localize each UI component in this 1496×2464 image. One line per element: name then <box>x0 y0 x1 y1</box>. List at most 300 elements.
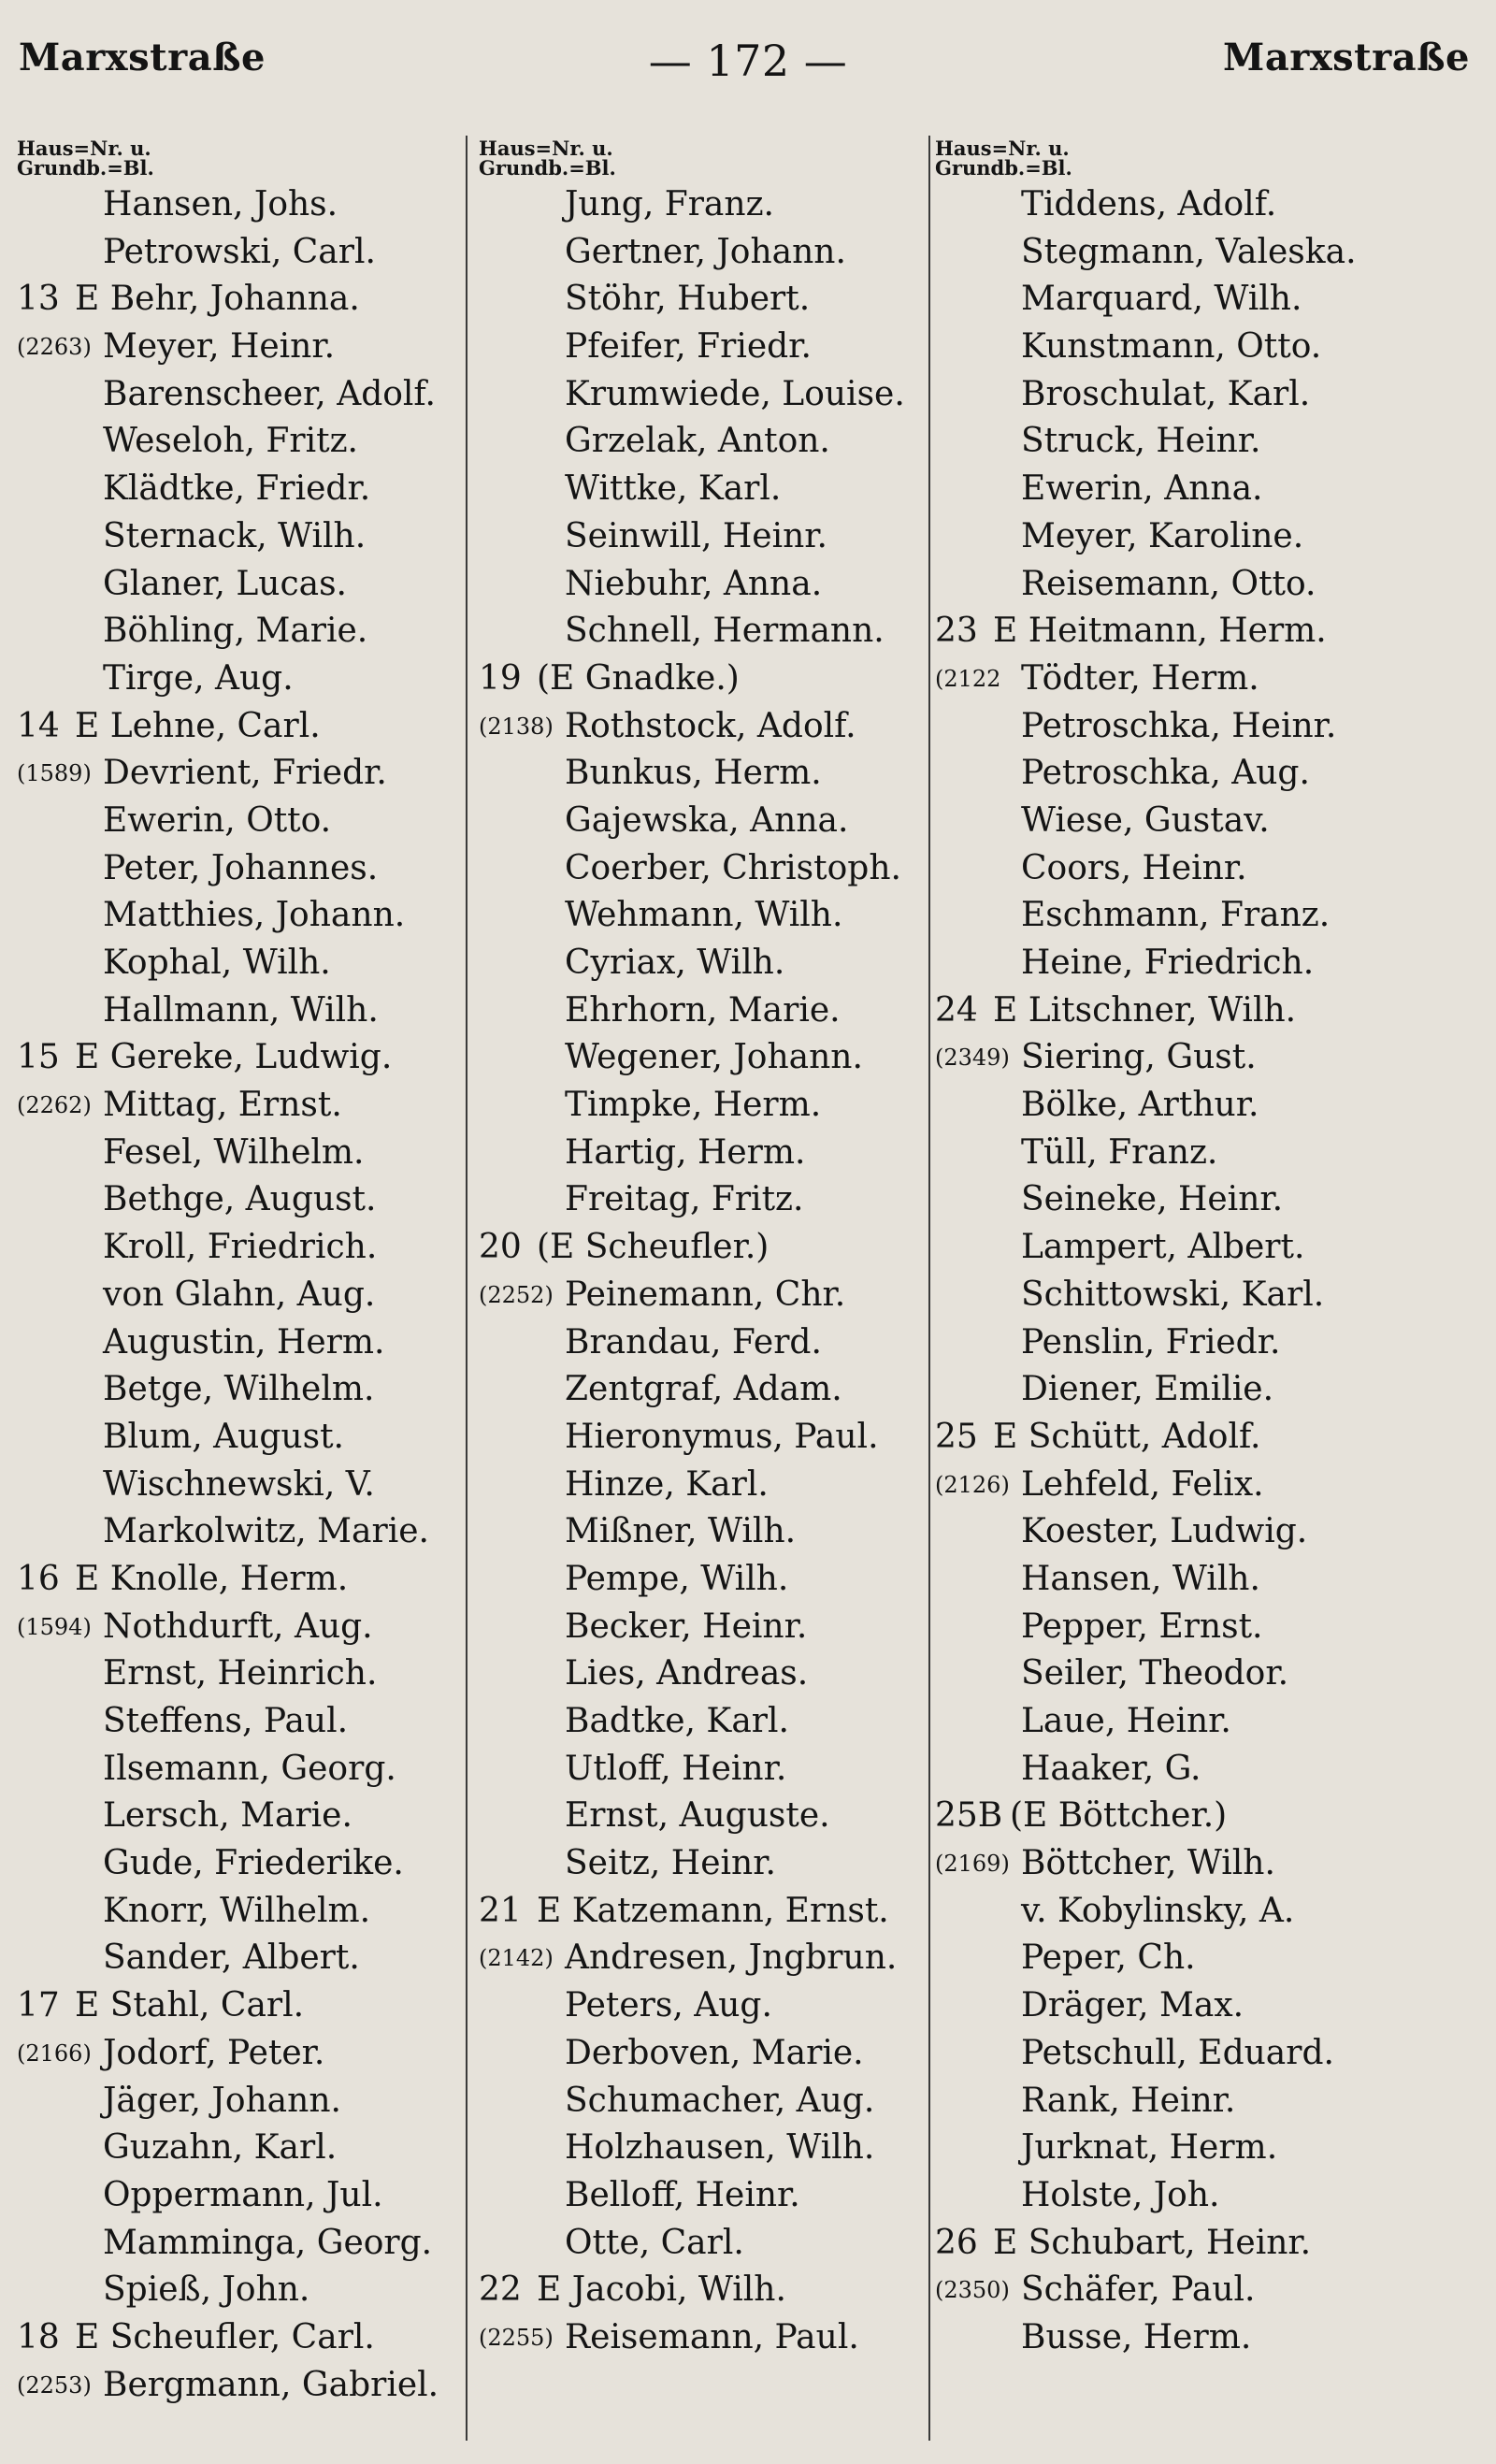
resident-name: Matthies, Johann. <box>103 896 406 935</box>
column-divider <box>928 136 930 2441</box>
resident-name: Kophal, Wilh. <box>103 944 331 982</box>
directory-entry <box>17 845 473 893</box>
resident-name: Ehrhorn, Marie. <box>565 990 841 1030</box>
resident-name: Busse, Herm. <box>1021 2317 1252 2356</box>
directory-entry <box>17 1130 473 1177</box>
resident-name: Andresen, Jngbrun. <box>565 1938 898 1978</box>
resident-name: Holzhausen, Wilh. <box>565 2128 875 2168</box>
resident-name: Struck, Heinr. <box>1021 422 1261 461</box>
house-number: 20 <box>479 1228 522 1267</box>
resident-name: Schittowski, Karl. <box>1021 1275 1325 1314</box>
resident-name: (E Böttcher.) <box>1010 1796 1228 1836</box>
directory-entry <box>935 229 1487 277</box>
resident-name: von Glahn, Aug. <box>103 1275 376 1314</box>
directory-entry <box>17 608 473 656</box>
directory-entry <box>17 1366 473 1414</box>
directory-entry <box>935 276 1487 324</box>
entry-list <box>479 181 928 2362</box>
directory-entry <box>935 1793 1487 1840</box>
column-header: Haus=Nr. u. Grundb.=Bl. <box>17 137 154 180</box>
directory-entry <box>479 418 928 466</box>
directory-entry <box>935 561 1487 609</box>
resident-name: Ewerin, Anna. <box>1021 469 1263 509</box>
resident-name: Sander, Albert. <box>103 1938 360 1978</box>
directory-entry <box>17 1082 473 1130</box>
directory-entry <box>479 703 928 751</box>
resident-name: Brandau, Ferd. <box>565 1322 822 1362</box>
resident-name: Tödter, Herm. <box>1021 658 1259 698</box>
resident-name: Holste, Joh. <box>1021 2175 1220 2214</box>
resident-name: Belloff, Heinr. <box>565 2175 800 2214</box>
resident-name: E Gereke, Ludwig. <box>75 1038 393 1077</box>
directory-entry <box>935 1130 1487 1177</box>
directory-entry <box>935 1319 1487 1367</box>
running-head-left: Marxstraße <box>19 36 266 79</box>
resident-name: Hansen, Johs. <box>103 185 338 223</box>
running-head-right: Marxstraße <box>1223 36 1470 79</box>
directory-entry <box>479 1224 928 1272</box>
house-number: 18 <box>17 2317 60 2356</box>
resident-name: Mißner, Wilh. <box>565 1512 797 1551</box>
directory-entry <box>935 2078 1487 2125</box>
house-number: (2349) <box>935 1045 1010 1072</box>
directory-entry <box>479 1176 928 1224</box>
directory-entry <box>479 181 928 229</box>
directory-entry <box>479 892 928 940</box>
resident-name: Tiddens, Adolf. <box>1021 185 1277 223</box>
directory-entry <box>479 324 928 371</box>
resident-name: Meyer, Heinr. <box>103 327 336 367</box>
house-number: 21 <box>479 1891 522 1930</box>
directory-entry <box>479 1034 928 1082</box>
directory-entry <box>17 2030 473 2078</box>
directory-entry <box>935 1556 1487 1604</box>
house-number: (2122 <box>935 665 1001 692</box>
directory-entry <box>479 1935 928 1982</box>
resident-name: Tüll, Franz. <box>1021 1132 1218 1172</box>
directory-entry <box>479 1130 928 1177</box>
resident-name: Bergmann, Gabriel. <box>103 2365 439 2404</box>
resident-name: Pfeifer, Friedr. <box>565 327 812 367</box>
directory-entry <box>935 1082 1487 1130</box>
resident-name: Blum, August. <box>103 1417 344 1456</box>
entry-list <box>935 181 1487 2362</box>
directory-entry <box>17 1698 473 1746</box>
directory-entry <box>479 2078 928 2125</box>
column-header: Haus=Nr. u. Grundb.=Bl. <box>479 137 616 180</box>
directory-entry <box>935 2267 1487 2314</box>
resident-name: Haaker, G. <box>1021 1749 1201 1788</box>
directory-entry <box>17 1414 473 1462</box>
directory-entry <box>17 2362 473 2410</box>
directory-entry <box>935 1176 1487 1224</box>
resident-name: Pepper, Ernst. <box>1021 1607 1263 1646</box>
directory-entry <box>17 418 473 466</box>
house-number: 16 <box>17 1559 60 1598</box>
directory-entry <box>479 1508 928 1556</box>
resident-name: Seinwill, Heinr. <box>565 516 828 555</box>
resident-name: Mamminga, Georg. <box>103 2223 433 2262</box>
resident-name: Lehfeld, Felix. <box>1021 1464 1264 1504</box>
directory-entry <box>17 1508 473 1556</box>
directory-entry <box>479 1698 928 1746</box>
resident-name: Jurknat, Herm. <box>1021 2128 1278 2168</box>
house-number: 14 <box>17 706 60 745</box>
directory-entry <box>17 513 473 561</box>
directory-entry <box>479 371 928 419</box>
directory-entry <box>935 750 1487 798</box>
directory-entry <box>935 1414 1487 1462</box>
directory-entry <box>479 561 928 609</box>
directory-entry <box>17 940 473 987</box>
resident-name: Petschull, Eduard. <box>1021 2033 1334 2072</box>
resident-name: Grzelak, Anton. <box>565 422 830 461</box>
directory-entry <box>935 2125 1487 2172</box>
resident-name: Wegener, Johann. <box>565 1038 863 1077</box>
resident-name: Timpke, Herm. <box>565 1086 822 1125</box>
resident-name: Lampert, Albert. <box>1021 1228 1305 1267</box>
resident-name: Pempe, Wilh. <box>565 1559 789 1598</box>
directory-entry <box>17 1176 473 1224</box>
resident-name: Utloff, Heinr. <box>565 1749 787 1788</box>
directory-entry <box>935 418 1487 466</box>
house-number: 23 <box>935 612 978 651</box>
directory-entry <box>935 1272 1487 1319</box>
house-number: 26 <box>935 2223 978 2262</box>
resident-name: Bunkus, Herm. <box>565 754 822 793</box>
directory-entry <box>935 1698 1487 1746</box>
house-number: 24 <box>935 990 978 1030</box>
resident-name: Bethge, August. <box>103 1180 377 1219</box>
house-number: (1589) <box>17 760 92 787</box>
resident-name: Böhling, Marie. <box>103 612 368 651</box>
directory-entry <box>17 1034 473 1082</box>
resident-name: E Katzemann, Ernst. <box>537 1891 889 1930</box>
directory-entry <box>17 1982 473 2030</box>
directory-entry <box>479 656 928 703</box>
resident-name: Peters, Aug. <box>565 1986 772 2025</box>
directory-entry <box>17 892 473 940</box>
directory-entry <box>479 1650 928 1698</box>
directory-entry <box>479 2030 928 2078</box>
directory-entry <box>479 608 928 656</box>
directory-entry <box>479 1462 928 1509</box>
directory-entry <box>17 1462 473 1509</box>
directory-entry <box>479 466 928 513</box>
resident-name: E Schütt, Adolf. <box>993 1417 1261 1456</box>
directory-entry <box>935 2220 1487 2268</box>
house-number: (2350) <box>935 2277 1010 2304</box>
directory-entry <box>935 987 1487 1035</box>
house-number: (1594) <box>17 1613 92 1640</box>
resident-name: Schumacher, Aug. <box>565 2081 875 2120</box>
resident-name: Diener, Emilie. <box>1021 1370 1274 1409</box>
resident-name: Coors, Heinr. <box>1021 848 1247 887</box>
resident-name: Weseloh, Fritz. <box>103 422 358 461</box>
resident-name: Koester, Ludwig. <box>1021 1512 1308 1551</box>
resident-name: Fesel, Wilhelm. <box>103 1132 365 1172</box>
resident-name: Stöhr, Hubert. <box>565 280 811 319</box>
resident-name: Tirge, Aug. <box>103 658 294 698</box>
resident-name: Broschulat, Karl. <box>1021 374 1311 413</box>
house-number: (2169) <box>935 1851 1010 1878</box>
resident-name: Barenscheer, Adolf. <box>103 374 436 413</box>
directory-entry <box>479 1604 928 1651</box>
resident-name: Wiese, Gustav. <box>1021 800 1270 840</box>
resident-name: Schäfer, Paul. <box>1021 2270 1256 2310</box>
directory-entry <box>17 2267 473 2314</box>
resident-name: Derboven, Marie. <box>565 2033 864 2072</box>
column-header: Haus=Nr. u. Grundb.=Bl. <box>935 137 1072 180</box>
directory-entry <box>479 2172 928 2220</box>
directory-entry <box>17 1650 473 1698</box>
resident-name: Zentgraf, Adam. <box>565 1370 842 1409</box>
resident-name: Ernst, Auguste. <box>565 1796 830 1836</box>
resident-name: Devrient, Friedr. <box>103 754 387 793</box>
resident-name: E Jacobi, Wilh. <box>537 2270 786 2310</box>
resident-name: Betge, Wilhelm. <box>103 1370 375 1409</box>
resident-name: Steffens, Paul. <box>103 1702 349 1740</box>
directory-entry <box>17 1840 473 1888</box>
resident-name: Jung, Franz. <box>565 185 774 223</box>
resident-name: Kunstmann, Otto. <box>1021 327 1322 367</box>
directory-entry <box>479 798 928 845</box>
resident-name: Stegmann, Valeska. <box>1021 232 1357 271</box>
directory-entry <box>479 2125 928 2172</box>
resident-name: Ernst, Heinrich. <box>103 1654 378 1693</box>
resident-name: Schnell, Hermann. <box>565 612 885 651</box>
directory-entry <box>479 1888 928 1936</box>
directory-entry <box>479 2267 928 2314</box>
resident-name: Peter, Johannes. <box>103 848 379 887</box>
directory-entry <box>935 1650 1487 1698</box>
directory-entry <box>935 798 1487 845</box>
house-number: 19 <box>479 658 522 698</box>
resident-name: Petroschka, Heinr. <box>1021 706 1337 745</box>
resident-name: E Behr, Johanna. <box>75 280 360 319</box>
resident-name: Bölke, Arthur. <box>1021 1086 1259 1125</box>
resident-name: Laue, Heinr. <box>1021 1702 1231 1740</box>
directory-entry <box>479 229 928 277</box>
resident-name: E Stahl, Carl. <box>75 1986 305 2025</box>
house-number: 15 <box>17 1038 60 1077</box>
directory-entry <box>479 750 928 798</box>
directory-entry <box>479 1982 928 2030</box>
resident-name: Gajewska, Anna. <box>565 800 849 840</box>
directory-entry <box>935 845 1487 893</box>
directory-entry <box>479 2314 928 2362</box>
resident-name: Klädtke, Friedr. <box>103 469 371 509</box>
directory-column-2 <box>479 131 928 2450</box>
resident-name: Meyer, Karoline. <box>1021 516 1304 555</box>
directory-entry <box>935 513 1487 561</box>
resident-name: Böttcher, Wilh. <box>1021 1844 1275 1883</box>
directory-entry <box>17 2078 473 2125</box>
resident-name: E Litschner, Wilh. <box>993 990 1297 1030</box>
house-number: 13 <box>17 280 60 319</box>
resident-name: Rothstock, Adolf. <box>565 706 856 745</box>
resident-name: Mittag, Ernst. <box>103 1086 342 1125</box>
directory-entry <box>935 324 1487 371</box>
directory-entry <box>17 466 473 513</box>
directory-entry <box>17 2220 473 2268</box>
resident-name: v. Kobylinsky, A. <box>1021 1891 1295 1930</box>
directory-entry <box>935 181 1487 229</box>
directory-entry <box>479 940 928 987</box>
resident-name: Dräger, Max. <box>1021 1986 1244 2025</box>
directory-entry <box>935 466 1487 513</box>
resident-name: Reisemann, Paul. <box>565 2317 859 2356</box>
directory-entry <box>17 229 473 277</box>
directory-entry <box>479 845 928 893</box>
resident-name: Lersch, Marie. <box>103 1796 352 1836</box>
resident-name: Hinze, Karl. <box>565 1464 769 1504</box>
directory-entry <box>479 1366 928 1414</box>
directory-entry <box>935 1462 1487 1509</box>
resident-name: (E Gnadke.) <box>537 658 740 698</box>
directory-column-1 <box>17 131 473 2450</box>
directory-entry <box>17 1556 473 1604</box>
directory-entry <box>935 371 1487 419</box>
house-number: (2253) <box>17 2371 92 2399</box>
house-number: 17 <box>17 1986 60 2025</box>
house-number: (2166) <box>17 2039 92 2067</box>
resident-name: Nothdurft, Aug. <box>103 1607 373 1646</box>
directory-entry <box>17 1224 473 1272</box>
directory-entry <box>935 1366 1487 1414</box>
resident-name: Hartig, Herm. <box>565 1132 806 1172</box>
resident-name: Reisemann, Otto. <box>1021 564 1316 603</box>
directory-entry <box>17 276 473 324</box>
resident-name: Hansen, Wilh. <box>1021 1559 1260 1598</box>
directory-entry <box>935 1224 1487 1272</box>
resident-name: Wischnewski, V. <box>103 1464 375 1504</box>
house-number: (2252) <box>479 1281 554 1308</box>
directory-entry <box>935 1935 1487 1982</box>
resident-name: Spieß, John. <box>103 2270 310 2310</box>
directory-column-3 <box>935 131 1487 2450</box>
directory-entry <box>935 1604 1487 1651</box>
directory-entry <box>935 1034 1487 1082</box>
directory-entry <box>479 1746 928 1794</box>
directory-entry <box>479 1272 928 1319</box>
directory-entry <box>935 2172 1487 2220</box>
resident-name: Petroschka, Aug. <box>1021 754 1310 793</box>
directory-entry <box>479 1840 928 1888</box>
resident-name: (E Scheufler.) <box>537 1228 770 1267</box>
directory-entry <box>17 987 473 1035</box>
directory-entry <box>935 2314 1487 2362</box>
resident-name: Petrowski, Carl. <box>103 232 376 271</box>
resident-name: Marquard, Wilh. <box>1021 280 1302 319</box>
directory-entry <box>17 561 473 609</box>
resident-name: Hallmann, Wilh. <box>103 990 379 1030</box>
resident-name: Coerber, Christoph. <box>565 848 901 887</box>
directory-entry <box>935 1746 1487 1794</box>
directory-entry <box>935 1508 1487 1556</box>
resident-name: Seiler, Theodor. <box>1021 1654 1289 1693</box>
resident-name: Sternack, Wilh. <box>103 516 367 555</box>
resident-name: Hieronymus, Paul. <box>565 1417 879 1456</box>
resident-name: Krumwiede, Louise. <box>565 374 905 413</box>
directory-entry <box>479 2220 928 2268</box>
directory-entry <box>17 1604 473 1651</box>
resident-name: Becker, Heinr. <box>565 1607 808 1646</box>
directory-entry <box>479 1556 928 1604</box>
resident-name: Lies, Andreas. <box>565 1654 809 1693</box>
directory-entry <box>479 1319 928 1367</box>
directory-entry <box>479 276 928 324</box>
house-number: (2126) <box>935 1471 1010 1498</box>
house-number: 25 <box>935 1417 978 1456</box>
directory-entry <box>935 1888 1487 1936</box>
resident-name: Seineke, Heinr. <box>1021 1180 1284 1219</box>
resident-name: Guzahn, Karl. <box>103 2128 338 2168</box>
directory-entry <box>17 750 473 798</box>
resident-name: Jodorf, Peter. <box>103 2033 325 2072</box>
resident-name: Gude, Friederike. <box>103 1844 404 1883</box>
resident-name: E Scheufler, Carl. <box>75 2317 375 2356</box>
directory-entry <box>17 656 473 703</box>
resident-name: Gertner, Johann. <box>565 232 846 271</box>
directory-entry <box>479 1082 928 1130</box>
resident-name: Niebuhr, Anna. <box>565 564 823 603</box>
directory-entry <box>17 2125 473 2172</box>
page-number: — 172 — <box>648 36 848 86</box>
directory-entry <box>17 2172 473 2220</box>
house-number: (2263) <box>17 334 92 361</box>
directory-entry <box>17 1272 473 1319</box>
house-number: (2142) <box>479 1945 554 1972</box>
directory-entry <box>935 940 1487 987</box>
directory-entry <box>935 608 1487 656</box>
resident-name: Wittke, Karl. <box>565 469 782 509</box>
resident-name: Siering, Gust. <box>1021 1038 1257 1077</box>
resident-name: Peinemann, Chr. <box>565 1275 846 1314</box>
resident-name: Penslin, Friedr. <box>1021 1322 1281 1362</box>
directory-entry <box>17 371 473 419</box>
resident-name: E Schubart, Heinr. <box>993 2223 1312 2262</box>
directory-entry <box>17 1793 473 1840</box>
directory-entry <box>935 892 1487 940</box>
resident-name: Badtke, Karl. <box>565 1702 789 1740</box>
resident-name: Ilsemann, Georg. <box>103 1749 396 1788</box>
directory-entry <box>17 1319 473 1367</box>
directory-entry <box>17 1746 473 1794</box>
directory-entry <box>17 1888 473 1936</box>
resident-name: E Knolle, Herm. <box>75 1559 349 1598</box>
directory-entry <box>479 1414 928 1462</box>
resident-name: Heine, Friedrich. <box>1021 944 1315 982</box>
directory-entry <box>935 656 1487 703</box>
resident-name: Freitag, Fritz. <box>565 1180 804 1219</box>
house-number: (2255) <box>479 2324 554 2351</box>
directory-entry <box>935 1840 1487 1888</box>
directory-entry <box>479 987 928 1035</box>
house-number: 22 <box>479 2270 522 2310</box>
resident-name: Rank, Heinr. <box>1021 2081 1236 2120</box>
directory-entry <box>935 703 1487 751</box>
directory-entry <box>935 2030 1487 2078</box>
directory-entry <box>17 798 473 845</box>
house-number: 25B <box>935 1796 1003 1836</box>
resident-name: Seitz, Heinr. <box>565 1844 776 1883</box>
resident-name: Cyriax, Wilh. <box>565 944 785 982</box>
resident-name: E Heitmann, Herm. <box>993 612 1327 651</box>
directory-entry <box>479 1793 928 1840</box>
resident-name: Knorr, Wilhelm. <box>103 1891 371 1930</box>
resident-name: Ewerin, Otto. <box>103 800 332 840</box>
